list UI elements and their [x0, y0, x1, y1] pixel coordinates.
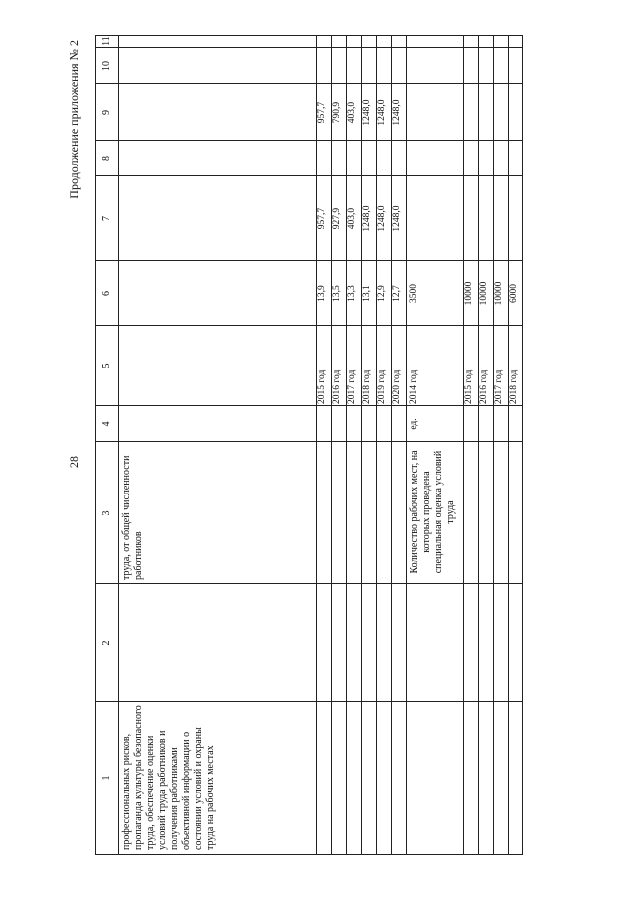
value-cell: 13,9: [317, 285, 327, 302]
column-divider: [96, 701, 522, 702]
column-number: 7: [101, 216, 112, 221]
amount-cell: 403,0: [347, 207, 357, 230]
value-cell: 6000: [509, 284, 519, 303]
amount-cell: 790,9: [332, 101, 342, 124]
unit-cell: ед.: [409, 418, 419, 430]
column-number: 10: [101, 61, 112, 71]
row-divider: [346, 36, 347, 854]
column-number: 5: [101, 363, 112, 369]
appendix-table: [95, 35, 523, 855]
header-divider: [118, 36, 119, 854]
row-divider: [493, 36, 494, 854]
value-cell: 10000: [479, 281, 489, 306]
row-divider: [478, 36, 479, 854]
page-number: 28: [67, 456, 81, 468]
row-divider: [316, 36, 317, 854]
value-cell: 3500: [409, 284, 419, 303]
year-cell: 2016 год: [479, 369, 489, 404]
column-number: 4: [101, 421, 112, 427]
amount-cell: 927,9: [332, 207, 342, 230]
year-cell: 2016 год: [332, 369, 342, 404]
amount-cell: 1248,0: [362, 99, 372, 126]
amount-cell: 1248,0: [362, 205, 372, 232]
value-cell: 10000: [464, 281, 474, 306]
value-cell: 10000: [494, 281, 504, 306]
column-divider: [96, 441, 522, 442]
row-divider: [463, 36, 464, 854]
amount-cell: 403,0: [347, 101, 357, 124]
column-number: 9: [101, 110, 112, 115]
column-divider: [96, 260, 522, 261]
value-cell: 12,9: [377, 285, 387, 302]
indicator-description: Количество рабочих мест, на которых проведена специальная оценка условий труда: [409, 450, 456, 574]
column-number: 3: [101, 510, 112, 516]
row-divider: [361, 36, 362, 854]
row-divider: [331, 36, 332, 854]
year-cell: 2014 год: [409, 369, 419, 404]
value-cell: 13,1: [362, 285, 372, 302]
value-cell: 13,5: [332, 285, 342, 302]
column-number: 8: [101, 156, 112, 161]
amount-cell: 957,7: [317, 207, 327, 230]
amount-cell: 957,7: [317, 101, 327, 124]
value-cell: 12,7: [392, 285, 402, 302]
column-divider: [96, 175, 522, 176]
column-divider: [96, 405, 522, 406]
column-number: 11: [101, 36, 112, 46]
year-cell: 2020 год: [392, 369, 402, 404]
amount-cell: 1248,0: [377, 99, 387, 126]
column-divider: [96, 325, 522, 326]
column-number: 2: [101, 640, 112, 646]
amount-cell: 1248,0: [377, 205, 387, 232]
year-cell: 2018 год: [509, 369, 519, 404]
column-divider: [96, 140, 522, 141]
year-cell: 2015 год: [464, 369, 474, 404]
amount-cell: 1248,0: [392, 99, 402, 126]
year-cell: 2017 год: [494, 369, 504, 404]
row-divider: [508, 36, 509, 854]
appendix-continuation-note: Продолжение приложения № 2: [67, 40, 81, 199]
amount-cell: 1248,0: [392, 205, 402, 232]
indicator-description: труда, от общей численности работников: [121, 455, 144, 580]
year-cell: 2019 год: [377, 369, 387, 404]
column-number: 6: [101, 291, 112, 296]
year-cell: 2017 год: [347, 369, 357, 404]
column-divider: [96, 83, 522, 84]
year-cell: 2015 год: [317, 369, 327, 404]
row-divider: [376, 36, 377, 854]
row-divider: [391, 36, 392, 854]
year-cell: 2018 год: [362, 369, 372, 404]
value-cell: 13,3: [347, 285, 357, 302]
row-divider: [406, 36, 407, 854]
column-number: 1: [101, 775, 112, 781]
column-divider: [96, 47, 522, 48]
measure-description: профессиональных рисков, пропаганда культуры безопасного труда, обеспечение оценки условий труда работников и получения работниками объективной информации о состоянии условий и охраны труда на рабочих местах: [121, 705, 216, 850]
column-divider: [96, 583, 522, 584]
